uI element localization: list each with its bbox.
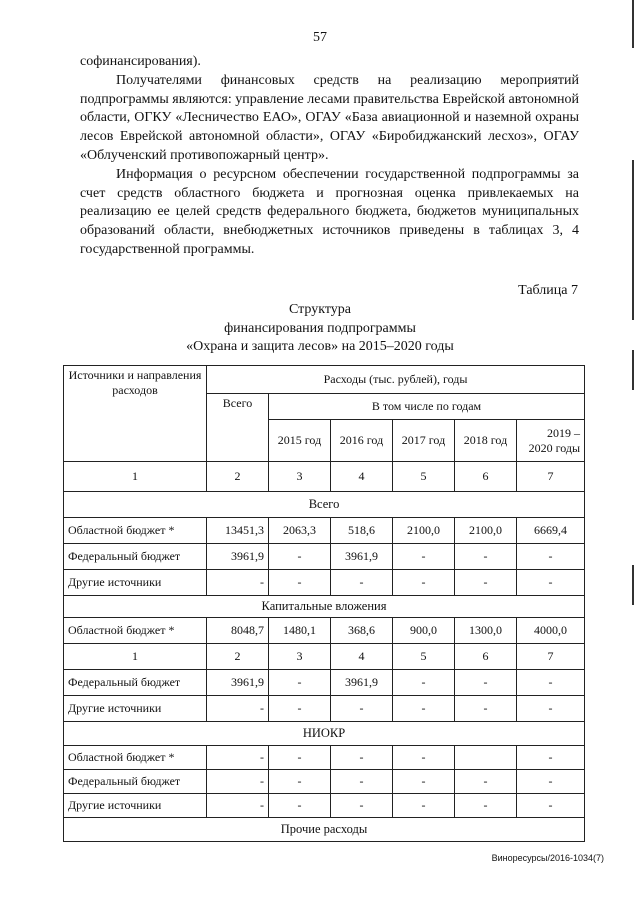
numbering-cell: 1 bbox=[64, 462, 207, 492]
value-cell: - bbox=[269, 544, 331, 570]
value-cell: - bbox=[393, 696, 455, 722]
numbering-cell: 2 bbox=[207, 462, 269, 492]
scan-edge-mark bbox=[632, 0, 634, 48]
value-cell: 2063,3 bbox=[269, 518, 331, 544]
value-cell: - bbox=[269, 794, 331, 818]
paragraph-resources: Информация о ресурсном обеспечении государственной подпрограммы за счет средств областного бюджета и прогнозная оценка привлекаемых на реализацию ее целей средств федерального бюджета, бюджетов муниципальных образований области, внебюджетных источников приведены в таблицах 3, 4 государственной программы. bbox=[80, 166, 579, 257]
row-source-label: Федеральный бюджет bbox=[64, 770, 207, 794]
header-year: 2017 год bbox=[393, 420, 455, 462]
table-row bbox=[64, 670, 585, 696]
section-row bbox=[64, 596, 585, 618]
table-title-line: финансирования подпрограммы bbox=[224, 320, 416, 336]
value-cell: - bbox=[269, 746, 331, 770]
value-cell: 3961,9 bbox=[331, 544, 393, 570]
section-title: НИОКР bbox=[64, 722, 585, 746]
numbering-cell: 7 bbox=[517, 462, 585, 492]
header-year: 2018 год bbox=[455, 420, 517, 462]
value-cell: 6669,4 bbox=[517, 518, 585, 544]
value-cell: 3961,9 bbox=[331, 670, 393, 696]
value-cell: - bbox=[207, 794, 269, 818]
table-row bbox=[64, 618, 585, 644]
value-cell: - bbox=[393, 670, 455, 696]
table-row bbox=[64, 746, 585, 770]
paragraph-recipients: Получателями финансовых средств на реализацию мероприятий подпрограммы являются: управление лесами правительства Еврейской автономной области, ОГКУ «Лесничество ЕАО», ОГАУ «База авиационной и наземной охраны лесов Еврейской автономной области», ОГАУ «Биробиджанский лесхоз», ОГАУ «Облученский противопожарный центр». bbox=[80, 72, 579, 163]
value-cell: - bbox=[331, 570, 393, 596]
table-row bbox=[64, 696, 585, 722]
value-cell: 2100,0 bbox=[393, 518, 455, 544]
value-cell: 518,6 bbox=[331, 518, 393, 544]
scan-edge-mark bbox=[632, 350, 634, 390]
table-row bbox=[64, 518, 585, 544]
value-cell: - bbox=[455, 696, 517, 722]
numbering-cell: 4 bbox=[331, 644, 393, 670]
value-cell: - bbox=[393, 570, 455, 596]
value-cell: - bbox=[207, 746, 269, 770]
table-row bbox=[64, 570, 585, 596]
header-total: Всего bbox=[207, 394, 269, 462]
table-title-line: «Охрана и защита лесов» на 2015–2020 годы bbox=[186, 339, 454, 354]
table-title-line: Структура bbox=[288, 302, 352, 317]
value-cell: 3961,9 bbox=[207, 670, 269, 696]
row-source-label: Федеральный бюджет bbox=[64, 544, 207, 570]
value-cell: - bbox=[393, 544, 455, 570]
value-cell: - bbox=[455, 544, 517, 570]
value-cell: 13451,3 bbox=[207, 518, 269, 544]
value-cell: - bbox=[393, 770, 455, 794]
value-cell: - bbox=[455, 794, 517, 818]
value-cell: - bbox=[331, 746, 393, 770]
value-cell: - bbox=[517, 696, 585, 722]
paragraph-continuation: софинансирования). bbox=[80, 54, 201, 69]
value-cell: - bbox=[207, 570, 269, 596]
value-cell: - bbox=[455, 570, 517, 596]
value-cell: - bbox=[517, 794, 585, 818]
header-year: 2015 год bbox=[269, 420, 331, 462]
value-cell: - bbox=[517, 746, 585, 770]
table-row bbox=[64, 794, 585, 818]
numbering-row bbox=[64, 644, 585, 670]
row-source-label: Другие источники bbox=[64, 794, 207, 818]
scan-edge-mark bbox=[632, 565, 634, 605]
body-text bbox=[80, 53, 579, 260]
table-title bbox=[0, 301, 640, 357]
value-cell: - bbox=[517, 670, 585, 696]
value-cell: - bbox=[207, 696, 269, 722]
numbering-cell: 3 bbox=[269, 644, 331, 670]
section-row bbox=[64, 818, 585, 842]
value-cell: - bbox=[269, 570, 331, 596]
value-cell: - bbox=[393, 794, 455, 818]
value-cell: - bbox=[269, 670, 331, 696]
row-source-label: Областной бюджет * bbox=[64, 618, 207, 644]
value-cell: 368,6 bbox=[331, 618, 393, 644]
value-cell: 1480,1 bbox=[269, 618, 331, 644]
section-title: Всего bbox=[64, 492, 585, 518]
value-cell: - bbox=[393, 746, 455, 770]
section-row bbox=[64, 492, 585, 518]
numbering-cell: 5 bbox=[393, 644, 455, 670]
row-source-label: Областной бюджет * bbox=[64, 518, 207, 544]
header-sources: Источники и направления расходов bbox=[64, 366, 207, 462]
value-cell: - bbox=[269, 696, 331, 722]
header-expenses: Расходы (тыс. рублей), годы bbox=[207, 366, 585, 394]
value-cell: 1300,0 bbox=[455, 618, 517, 644]
value-cell: 4000,0 bbox=[517, 618, 585, 644]
section-title: Прочие расходы bbox=[64, 818, 585, 842]
value-cell: - bbox=[331, 770, 393, 794]
numbering-cell: 6 bbox=[455, 462, 517, 492]
table-label: Таблица 7 bbox=[518, 283, 578, 298]
numbering-cell: 1 bbox=[64, 644, 207, 670]
page-number: 57 bbox=[313, 30, 327, 45]
value-cell: - bbox=[455, 770, 517, 794]
numbering-row bbox=[64, 462, 585, 492]
value-cell: - bbox=[517, 770, 585, 794]
value-cell: - bbox=[455, 670, 517, 696]
value-cell: - bbox=[269, 770, 331, 794]
value-cell: 8048,7 bbox=[207, 618, 269, 644]
value-cell: - bbox=[207, 770, 269, 794]
footer-code: Виноресурсы/2016-1034(7) bbox=[491, 853, 604, 863]
row-source-label: Другие источники bbox=[64, 570, 207, 596]
row-source-label: Областной бюджет * bbox=[64, 746, 207, 770]
numbering-cell: 5 bbox=[393, 462, 455, 492]
financing-table bbox=[63, 365, 585, 842]
numbering-cell: 6 bbox=[455, 644, 517, 670]
numbering-cell: 4 bbox=[331, 462, 393, 492]
header-by-years: В том числе по годам bbox=[269, 394, 585, 420]
value-cell: 900,0 bbox=[393, 618, 455, 644]
numbering-cell: 3 bbox=[269, 462, 331, 492]
numbering-cell: 7 bbox=[517, 644, 585, 670]
section-row bbox=[64, 722, 585, 746]
header-year: 2019 – 2020 годы bbox=[517, 420, 585, 462]
row-source-label: Федеральный бюджет bbox=[64, 670, 207, 696]
value-cell bbox=[455, 746, 517, 770]
value-cell: 2100,0 bbox=[455, 518, 517, 544]
header-year: 2016 год bbox=[331, 420, 393, 462]
value-cell: 3961,9 bbox=[207, 544, 269, 570]
table-row bbox=[64, 544, 585, 570]
value-cell: - bbox=[331, 696, 393, 722]
numbering-cell: 2 bbox=[207, 644, 269, 670]
value-cell: - bbox=[331, 794, 393, 818]
value-cell: - bbox=[517, 544, 585, 570]
value-cell: - bbox=[517, 570, 585, 596]
scan-edge-mark bbox=[632, 160, 634, 320]
table-row bbox=[64, 770, 585, 794]
section-title: Капитальные вложения bbox=[64, 596, 585, 618]
row-source-label: Другие источники bbox=[64, 696, 207, 722]
